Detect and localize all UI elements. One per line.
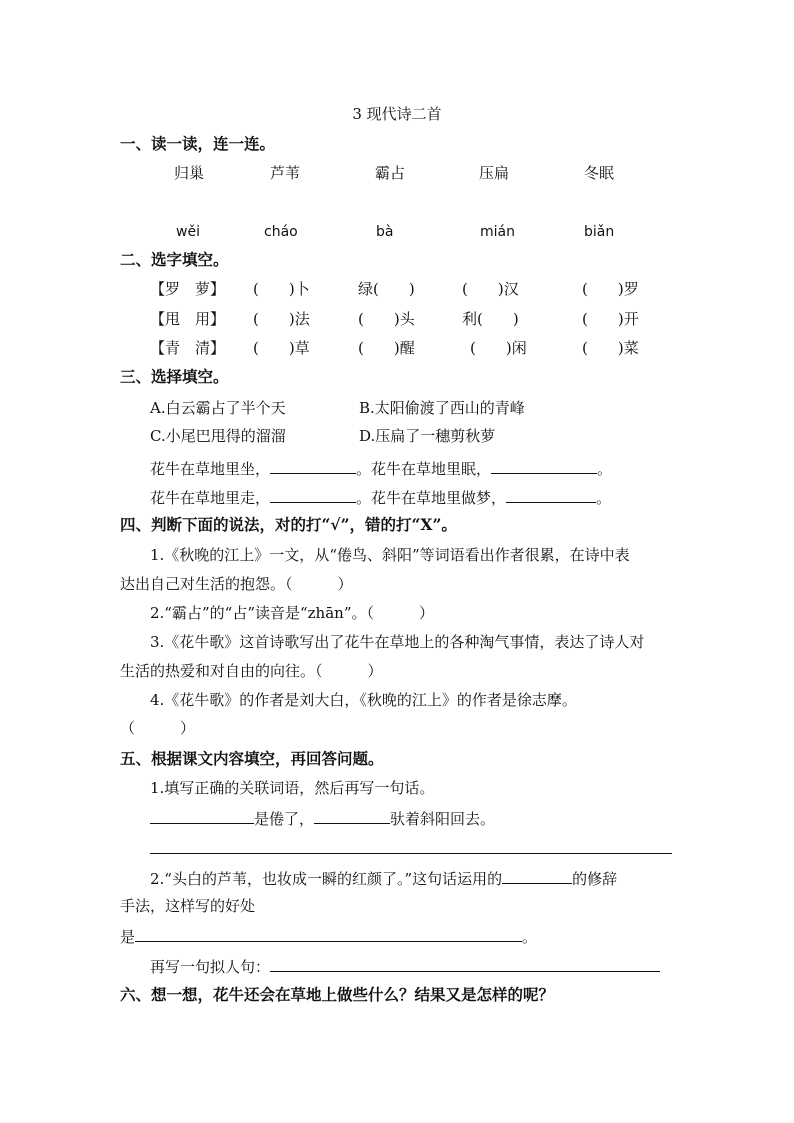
pinyin-3: bà (376, 224, 394, 240)
pinyin-5: biǎn (584, 224, 615, 240)
prompt-text: 2.“头白的芦苇，也妆成一瞬的红颜了。”这句话运用的 (150, 870, 503, 888)
word-2: 芦苇 (270, 164, 301, 182)
prompt-text: 。花牛在草地里做梦， (356, 489, 507, 507)
fill-cell: ( )醒 (358, 339, 415, 357)
section-1-heading: 一、读一读，连一连。 (120, 134, 276, 153)
page-title: 3 现代诗二首 (352, 105, 442, 123)
word-3: 霸占 (375, 164, 406, 182)
fill-cell: ( )汉 (462, 280, 519, 298)
prompt-text: 的修辞 (572, 870, 618, 888)
option-b: B.太阳偷渡了西山的青峰 (359, 399, 525, 417)
fill-cell: ( )开 (582, 310, 639, 328)
prompt-text: 是 (120, 928, 136, 946)
answer-blank[interactable] (270, 457, 356, 474)
fill-q2-line2: 手法，这样写的好处 (120, 897, 256, 915)
answer-blank[interactable] (150, 807, 254, 824)
prompt-text: 。 (597, 460, 613, 478)
fill-cell: ( )法 (253, 310, 310, 328)
judge-q4-line2: （ ） (120, 719, 196, 737)
judge-q2: 2.“霸占”的“占”读音是“zhān”。（ ） (150, 604, 434, 622)
answer-blank[interactable] (270, 955, 660, 972)
char-pair-label: 【罗 萝】 (150, 280, 226, 298)
fill-cell: 利( ) (462, 310, 519, 328)
pinyin-1: wěi (176, 224, 200, 240)
fill-q2-line3 (120, 925, 537, 947)
answer-blank[interactable] (314, 807, 390, 824)
judge-q1-line2: 达出自己对生活的抱怨。（ ） (120, 575, 353, 593)
option-d: D.压扁了一穗剪秋萝 (359, 427, 496, 445)
option-c: C.小尾巴甩得的溜溜 (150, 427, 286, 445)
word-5: 冬眠 (584, 164, 615, 182)
judge-q3-line1: 3.《花牛歌》这首诗歌写出了花牛在草地上的各种淘气事情，表达了诗人对 (150, 633, 645, 651)
fill-q2-line1 (150, 867, 617, 889)
prompt-text: 驮着斜阳回去。 (390, 810, 496, 828)
pinyin-2: cháo (264, 224, 298, 240)
answer-line[interactable] (150, 853, 672, 854)
answer-blank[interactable] (506, 486, 596, 503)
judge-q1-line1: 1.《秋晚的江上》一文，从“倦鸟、斜阳”等词语看出作者很累，在诗中表 (150, 546, 630, 564)
prompt-text: 再写一句拟人句： (150, 958, 271, 976)
prompt-text: 。 (596, 489, 612, 507)
judge-q4-line1: 4.《花牛歌》的作者是刘大白，《秋晚的江上》的作者是徐志摩。 (150, 691, 577, 709)
prompt-text: 。 (522, 928, 538, 946)
option-a: A.白云霸占了半个天 (150, 399, 286, 417)
pinyin-4: mián (480, 224, 515, 240)
fill-cell: ( )菜 (582, 339, 639, 357)
section-6-heading: 六、想一想，花牛还会在草地上做些什么？结果又是怎样的呢？ (120, 985, 555, 1004)
fill-cell: ( )卜 (253, 280, 310, 298)
fill-cell: ( )罗 (582, 280, 639, 298)
word-1: 归巢 (174, 164, 205, 182)
answer-blank[interactable] (135, 925, 522, 942)
section-3-heading: 三、选择填空。 (120, 367, 229, 386)
answer-blank[interactable] (270, 486, 356, 503)
fill-q1-instruction: 1.填写正确的关联词语，然后再写一句话。 (150, 779, 435, 797)
judge-q3-line2: 生活的热爱和对自由的向往。（ ） (120, 662, 383, 680)
fill-cell: ( )闲 (470, 339, 527, 357)
fill-cell: 绿( ) (358, 280, 415, 298)
answer-blank[interactable] (502, 867, 572, 884)
fill-cell: ( )头 (358, 310, 415, 328)
char-pair-label: 【甩 用】 (150, 310, 226, 328)
fill-cell: ( )草 (253, 339, 310, 357)
word-4: 压扁 (479, 164, 510, 182)
answer-blank[interactable] (491, 457, 597, 474)
fill-q3-line (150, 955, 660, 977)
section-4-heading: 四、判断下面的说法，对的打“√”，错的打“X”。 (120, 515, 457, 534)
prompt-text: 花牛在草地里走， (150, 489, 271, 507)
section-2-heading: 二、选字填空。 (120, 250, 229, 269)
char-pair-label: 【青 清】 (150, 339, 226, 357)
fill-line-2 (150, 486, 611, 508)
section-5-heading: 五、根据课文内容填空，再回答问题。 (120, 749, 384, 768)
fill-line-1 (150, 457, 612, 479)
prompt-text: 花牛在草地里坐， (150, 460, 271, 478)
prompt-text: 。花牛在草地里眠， (356, 460, 492, 478)
prompt-text: 是倦了， (254, 810, 315, 828)
fill-q1-line (150, 807, 495, 829)
